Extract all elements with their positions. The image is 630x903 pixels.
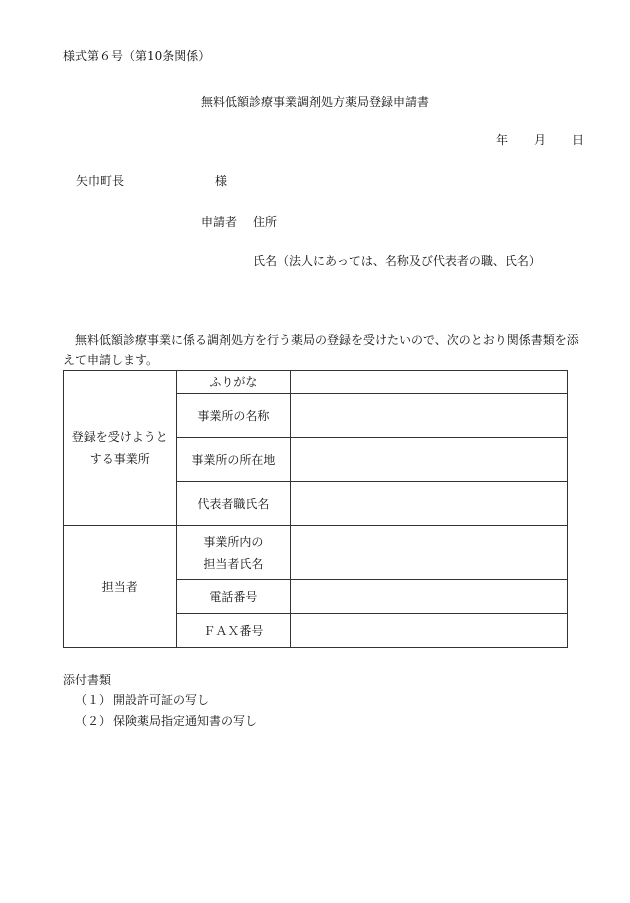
document-title: 無料低額診療事業調剤処方薬局登録申請書 [200,95,429,109]
date-day-label: 日 [572,133,585,147]
application-body-text: 無料低額診療事業に係る調剤処方を行う薬局の登録を受けたいので、次のとおり関係書類を添えて申請します。 [63,333,579,367]
table-row [64,371,568,394]
attachment-number: （１） [75,693,112,707]
furigana-label: ふりがな [176,371,291,394]
fax-label: ＦＡＸ番号 [176,614,291,648]
representative-field[interactable] [291,482,568,526]
applicant-label: 申請者 [201,215,238,229]
office-address-label: 事業所の所在地 [176,438,291,482]
phone-label: 電話番号 [176,580,291,614]
representative-label: 代表者職氏名 [176,482,291,526]
attachment-item [75,691,209,708]
office-group-label: 登録を受けようと する事業所 [64,371,177,526]
phone-field[interactable] [291,580,568,614]
contact-person-label: 事業所内の 担当者氏名 [176,526,291,580]
contact-group-label: 担当者 [64,526,177,648]
furigana-field[interactable] [291,371,568,394]
office-name-label: 事業所の名称 [176,394,291,438]
table-row [64,526,568,580]
addressee-name: 矢巾町長 [76,174,125,188]
attachment-number: （２） [75,714,112,728]
date-month-label: 月 [534,133,547,147]
addressee-honorific: 様 [215,174,228,188]
attachment-text: 開設許可証の写し [113,693,210,707]
applicant-address-label: 住所 [253,215,278,229]
contact-person-field[interactable] [291,526,568,580]
form-number: 様式第６号（第10条関係） [63,49,211,63]
attachment-item [75,712,257,729]
attachment-text: 保険薬局指定通知書の写し [113,714,258,728]
office-name-field[interactable] [291,394,568,438]
applicant-name-label: 氏名（法人にあっては、名称及び代表者の職、氏名） [253,254,541,268]
date-year-label: 年 [496,133,509,147]
office-address-field[interactable] [291,438,568,482]
attachments-title: 添付書類 [63,673,112,687]
fax-field[interactable] [291,614,568,648]
registration-table [63,370,568,648]
